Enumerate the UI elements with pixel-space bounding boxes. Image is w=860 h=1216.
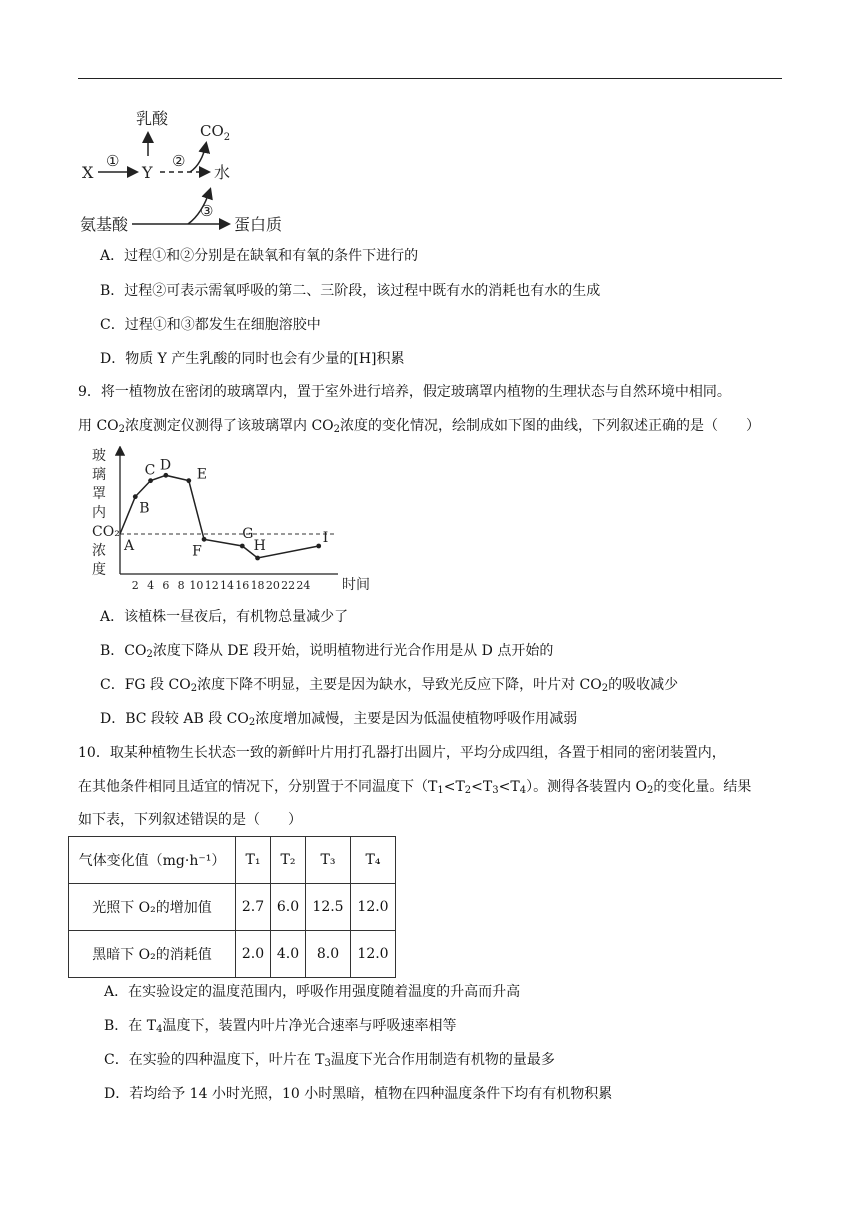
data-point [240, 544, 245, 549]
q9-option-b: B．$CO_2$浓度下降从 DE 段开始，说明植物进行光合作用是从 D 点开始的 [100, 643, 554, 660]
x-tick-label: 14 [220, 579, 234, 592]
pathway-diagram [76, 104, 306, 238]
data-point [186, 478, 191, 483]
step1-label: ① [106, 152, 120, 170]
table-header-label: 气体变化值（mg·h⁻¹） [69, 837, 236, 884]
x-tick-label: 8 [177, 579, 185, 592]
x-tick-label: 6 [162, 579, 170, 592]
table-cell: 12.0 [351, 884, 396, 931]
series-line [120, 475, 319, 558]
q10-stem-line3: 如下表，下列叙述错误的是（ ） [78, 812, 302, 828]
y-label: Y [142, 163, 153, 182]
q9-option-c: C．FG 段 $CO_2$浓度下降不明显，主要是因为缺水，导致光反应下降，叶片对 $CO_2$的吸收减少 [100, 677, 679, 694]
point-label: C [144, 462, 156, 479]
table-col-t4: T₄ [351, 837, 396, 884]
q10-option-a: A．在实验设定的温度范围内，呼吸作用强度随着温度的升高而升高 [104, 984, 521, 1000]
table-col-t1: T₁ [236, 837, 271, 884]
table-cell: 2.0 [236, 931, 271, 978]
lactic-acid-label: 乳酸 [136, 109, 169, 128]
y-axis-label-char: 内 [92, 505, 106, 521]
table-row-label: 黑暗下 O₂的消耗值 [69, 931, 236, 978]
q8-option-b: B．过程②可表示需氧呼吸的第二、三阶段，该过程中既有水的消耗也有水的生成 [100, 283, 601, 299]
point-label: G [242, 526, 254, 542]
co2-concentration-chart [84, 446, 374, 596]
x-tick-label: 12 [204, 579, 219, 592]
step3-label: ③ [200, 202, 214, 220]
x-tick-label: 10 [189, 579, 204, 592]
step2-label: ② [172, 152, 186, 170]
y-axis-label-char: 度 [92, 562, 106, 578]
co2-label: $CO_2$ [200, 122, 231, 143]
table-col-t2: T₂ [271, 837, 306, 884]
table-row [69, 931, 396, 978]
data-point [255, 556, 260, 561]
header-rule [78, 78, 782, 79]
q10-option-c: C．在实验的四种温度下，叶片在 $T_3$温度下光合作用制造有机物的量最多 [104, 1052, 555, 1069]
q10-stem-line1: 10．取某种植物生长状态一致的新鲜叶片用打孔器打出圆片，平均分成四组，各置于相同的密闭装置内， [78, 745, 726, 761]
table-col-t3: T₃ [306, 837, 351, 884]
table-cell: 6.0 [271, 884, 306, 931]
table-cell: 8.0 [306, 931, 351, 978]
x-tick-label: 4 [147, 579, 155, 592]
q8-option-a: A．过程①和②分别是在缺氧和有氧的条件下进行的 [100, 248, 419, 264]
x-tick-label: 20 [265, 579, 280, 592]
y-axis-label-char: 璃 [92, 467, 106, 483]
y-axis-label-char: 罩 [92, 486, 106, 502]
table-cell: 12.5 [306, 884, 351, 931]
point-label: I [322, 530, 329, 546]
table-row-label: 光照下 O₂的增加值 [69, 884, 236, 931]
data-point [202, 537, 207, 542]
q9-stem-line2: 用 $CO_2$浓度测定仪测得了该玻璃罩内 $CO_2$浓度的变化情况，绘制成如下图的曲线，下列叙述正确的是（ ） [78, 418, 761, 435]
point-label: E [196, 466, 208, 483]
x-tick-label: 24 [296, 579, 311, 592]
y-axis-label-char: 玻 [92, 448, 106, 464]
data-point [163, 473, 168, 478]
x-label: X [82, 163, 94, 182]
x-tick-label: 18 [250, 579, 265, 592]
table-cell: 2.7 [236, 884, 271, 931]
q10-option-d: D．若均给予 14 小时光照，10 小时黑暗，植物在四种温度条件下均有有机物积累 [104, 1086, 613, 1102]
point-label: F [192, 543, 202, 560]
data-point [148, 478, 153, 483]
table-row [69, 884, 396, 931]
q9-option-d: D．BC 段较 AB 段 $CO_2$浓度增加减慢，主要是因为低温使植物呼吸作用减弱 [100, 711, 578, 728]
q9-stem-line1: 9．将一植物放在密闭的玻璃罩内，置于室外进行培养，假定玻璃罩内植物的生理状态与自然环境中相同。 [78, 384, 731, 400]
table-cell: 4.0 [271, 931, 306, 978]
point-label: D [159, 457, 172, 474]
table-cell: 12.0 [351, 931, 396, 978]
y-axis-label-char: CO₂ [92, 524, 120, 540]
q8-option-d: D．物质 Y 产生乳酸的同时也会有少量的[H]积累 [100, 351, 405, 367]
y-axis-label-char: 浓 [92, 543, 106, 559]
amino-acid-label: 氨基酸 [80, 215, 129, 234]
data-point [316, 544, 321, 549]
point-label: H [253, 538, 266, 554]
x-axis-label: 时间 [342, 577, 370, 593]
x-tick-label: 16 [235, 579, 250, 592]
q9-option-a: A．该植株一昼夜后，有机物总量减少了 [100, 609, 349, 625]
gas-change-table [68, 836, 396, 978]
x-tick-label: 2 [131, 579, 139, 592]
q8-option-c: C．过程①和③都发生在细胞溶胶中 [100, 317, 321, 333]
q10-option-b: B．在 $T_4$温度下，装置内叶片净光合速率与呼吸速率相等 [104, 1018, 457, 1035]
water-label: 水 [214, 163, 231, 182]
protein-label: 蛋白质 [234, 215, 283, 234]
x-tick-label: 22 [281, 579, 296, 592]
point-label: A [124, 538, 135, 554]
data-point [133, 494, 138, 499]
q10-stem-line2: 在其他条件相同且适宜的情况下，分别置于不同温度下$(T_1<T_2<T_3<T_4)$。测得各装置内 $O_2$的变化量。结果 [78, 779, 752, 796]
table-header-row [69, 837, 396, 884]
point-label: B [139, 500, 150, 517]
